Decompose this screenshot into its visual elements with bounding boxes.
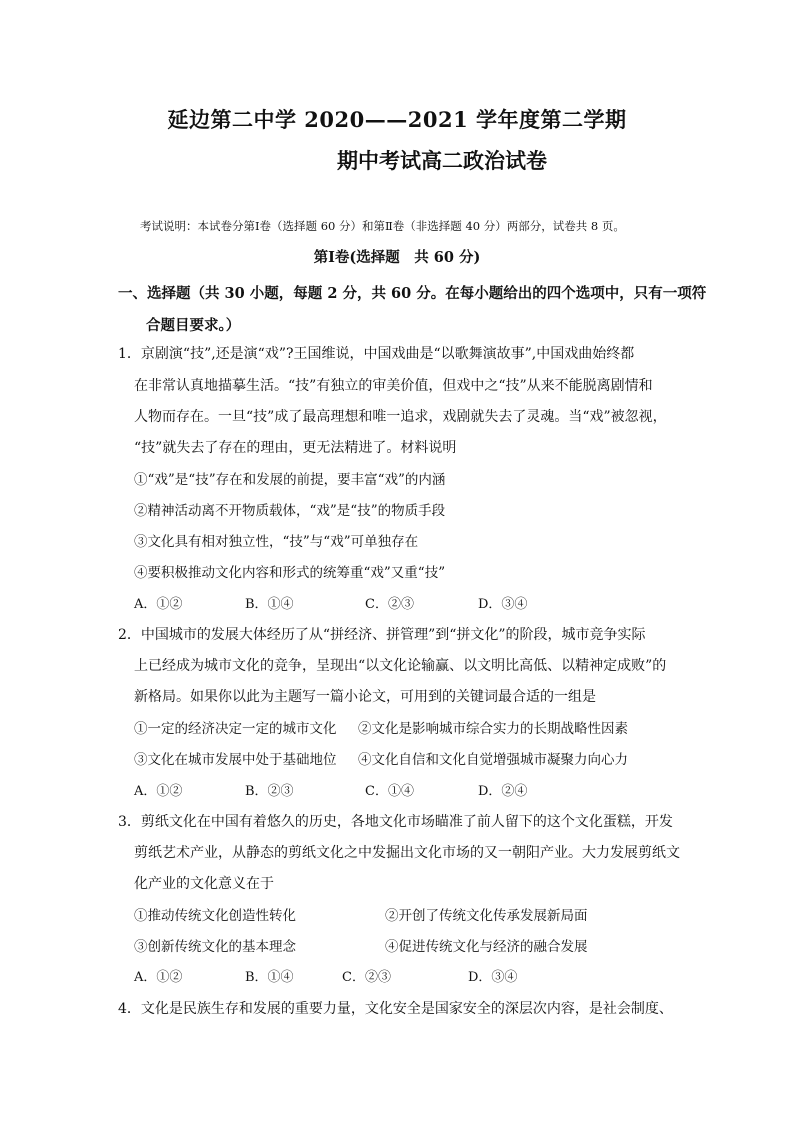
question-1-line: 人物而存在。一旦“技”成了最高理想和唯一追求，戏剧就失去了灵魂。当“戏”被忽视， (134, 409, 667, 425)
question-2-option: ④文化自信和文化自觉增强城市凝聚力向心力 (358, 752, 628, 768)
question-1-option: ④要积极推动文化内容和形式的统筹重“戏”又重“技” (134, 565, 446, 581)
exam-subtitle: 期中考试高二政治试卷 (337, 148, 547, 173)
question-1-choice-c: C．②③ (365, 597, 414, 612)
question-3-choice-a: A．①② (134, 970, 183, 985)
question-1-option: ①“戏”是“技”存在和发展的前提，要丰富“戏”的内涵 (134, 472, 446, 488)
question-1-choice-d: D．③④ (478, 597, 528, 612)
question-2-line: 2．中国城市的发展大体经历了从“拼经济、拼管理”到“拼文化”的阶段，城市竞争实际 (118, 627, 646, 643)
question-2-choice-c: C．①④ (365, 784, 414, 799)
exam-title: 延边第二中学 2020——2021 学年度第二学期 (167, 107, 627, 132)
question-2-choice-a: A．①② (134, 784, 183, 799)
question-3-line: 剪纸艺术产业，从静态的剪纸文化之中发掘出文化市场的又一朝阳产业。大力发展剪纸文 (134, 845, 680, 861)
question-1-option: ②精神活动离不开物质载体，“戏”是“技”的物质手段 (134, 503, 446, 519)
question-2-line: 新格局。如果你以此为主题写一篇小论文，可用到的关键词最合适的一组是 (134, 689, 596, 705)
question-3-line: 3．剪纸文化在中国有着悠久的历史，各地文化市场瞄准了前人留下的这个文化蛋糕，开发 (118, 814, 673, 830)
question-2-line: 上已经成为城市文化的竞争，呈现出“以文化论输赢、以文明比高低、以精神定成败”的 (134, 658, 667, 674)
exam-note: 考试说明：本试卷分第Ⅰ卷（选择题 60 分）和第Ⅱ卷（非选择题 40 分）两部分，试卷共 8 页。 (140, 219, 625, 233)
question-3-choice-c: C．②③ (342, 970, 391, 985)
question-2-choice-b: B．②③ (245, 784, 294, 799)
section-instructions-line2: 合题目要求。） (146, 317, 241, 334)
question-3-option: ③创新传统文化的基本理念 (134, 939, 296, 955)
question-3-line: 化产业的文化意义在于 (134, 876, 274, 892)
part1-heading: 第Ⅰ卷(选择题 共 60 分) (313, 249, 481, 266)
question-3-option: ④促进传统文化与经济的融合发展 (385, 939, 588, 955)
question-3-choice-d: D．③④ (468, 970, 518, 985)
question-1-line: “技”就失去了存在的理由，更无法精进了。材料说明 (134, 440, 457, 456)
section-instructions-line1: 一、选择题（共 30 小题，每题 2 分，共 60 分。在每小题给出的四个选项中，只有一项符 (118, 285, 707, 302)
question-4-line: 4．文化是民族生存和发展的重要力量，文化安全是国家安全的深层次内容，是社会制度、 (118, 1001, 673, 1017)
question-1-line: 在非常认真地描摹生活。“技”有独立的审美价值，但戏中之“技”从来不能脱离剧情和 (134, 378, 653, 394)
question-2-option: ②文化是影响城市综合实力的长期战略性因素 (358, 721, 628, 737)
question-1-option: ③文化具有相对独立性，“技”与“戏”可单独存在 (134, 534, 419, 550)
question-1-line: 1．京剧演“技”,还是演“戏”?王国维说，中国戏曲是“以歌舞演故事”,中国戏曲始终都 (118, 346, 635, 362)
question-2-choice-d: D．②④ (478, 784, 528, 799)
question-2-option: ③文化在城市发展中处于基础地位 (134, 752, 337, 768)
question-3-choice-b: B．①④ (245, 970, 294, 985)
question-2-option: ①一定的经济决定一定的城市文化 (134, 721, 337, 737)
question-1-choice-b: B．①④ (245, 597, 294, 612)
question-3-option: ②开创了传统文化传承发展新局面 (385, 908, 588, 924)
question-3-option: ①推动传统文化创造性转化 (134, 908, 296, 924)
question-1-choice-a: A．①② (134, 597, 183, 612)
